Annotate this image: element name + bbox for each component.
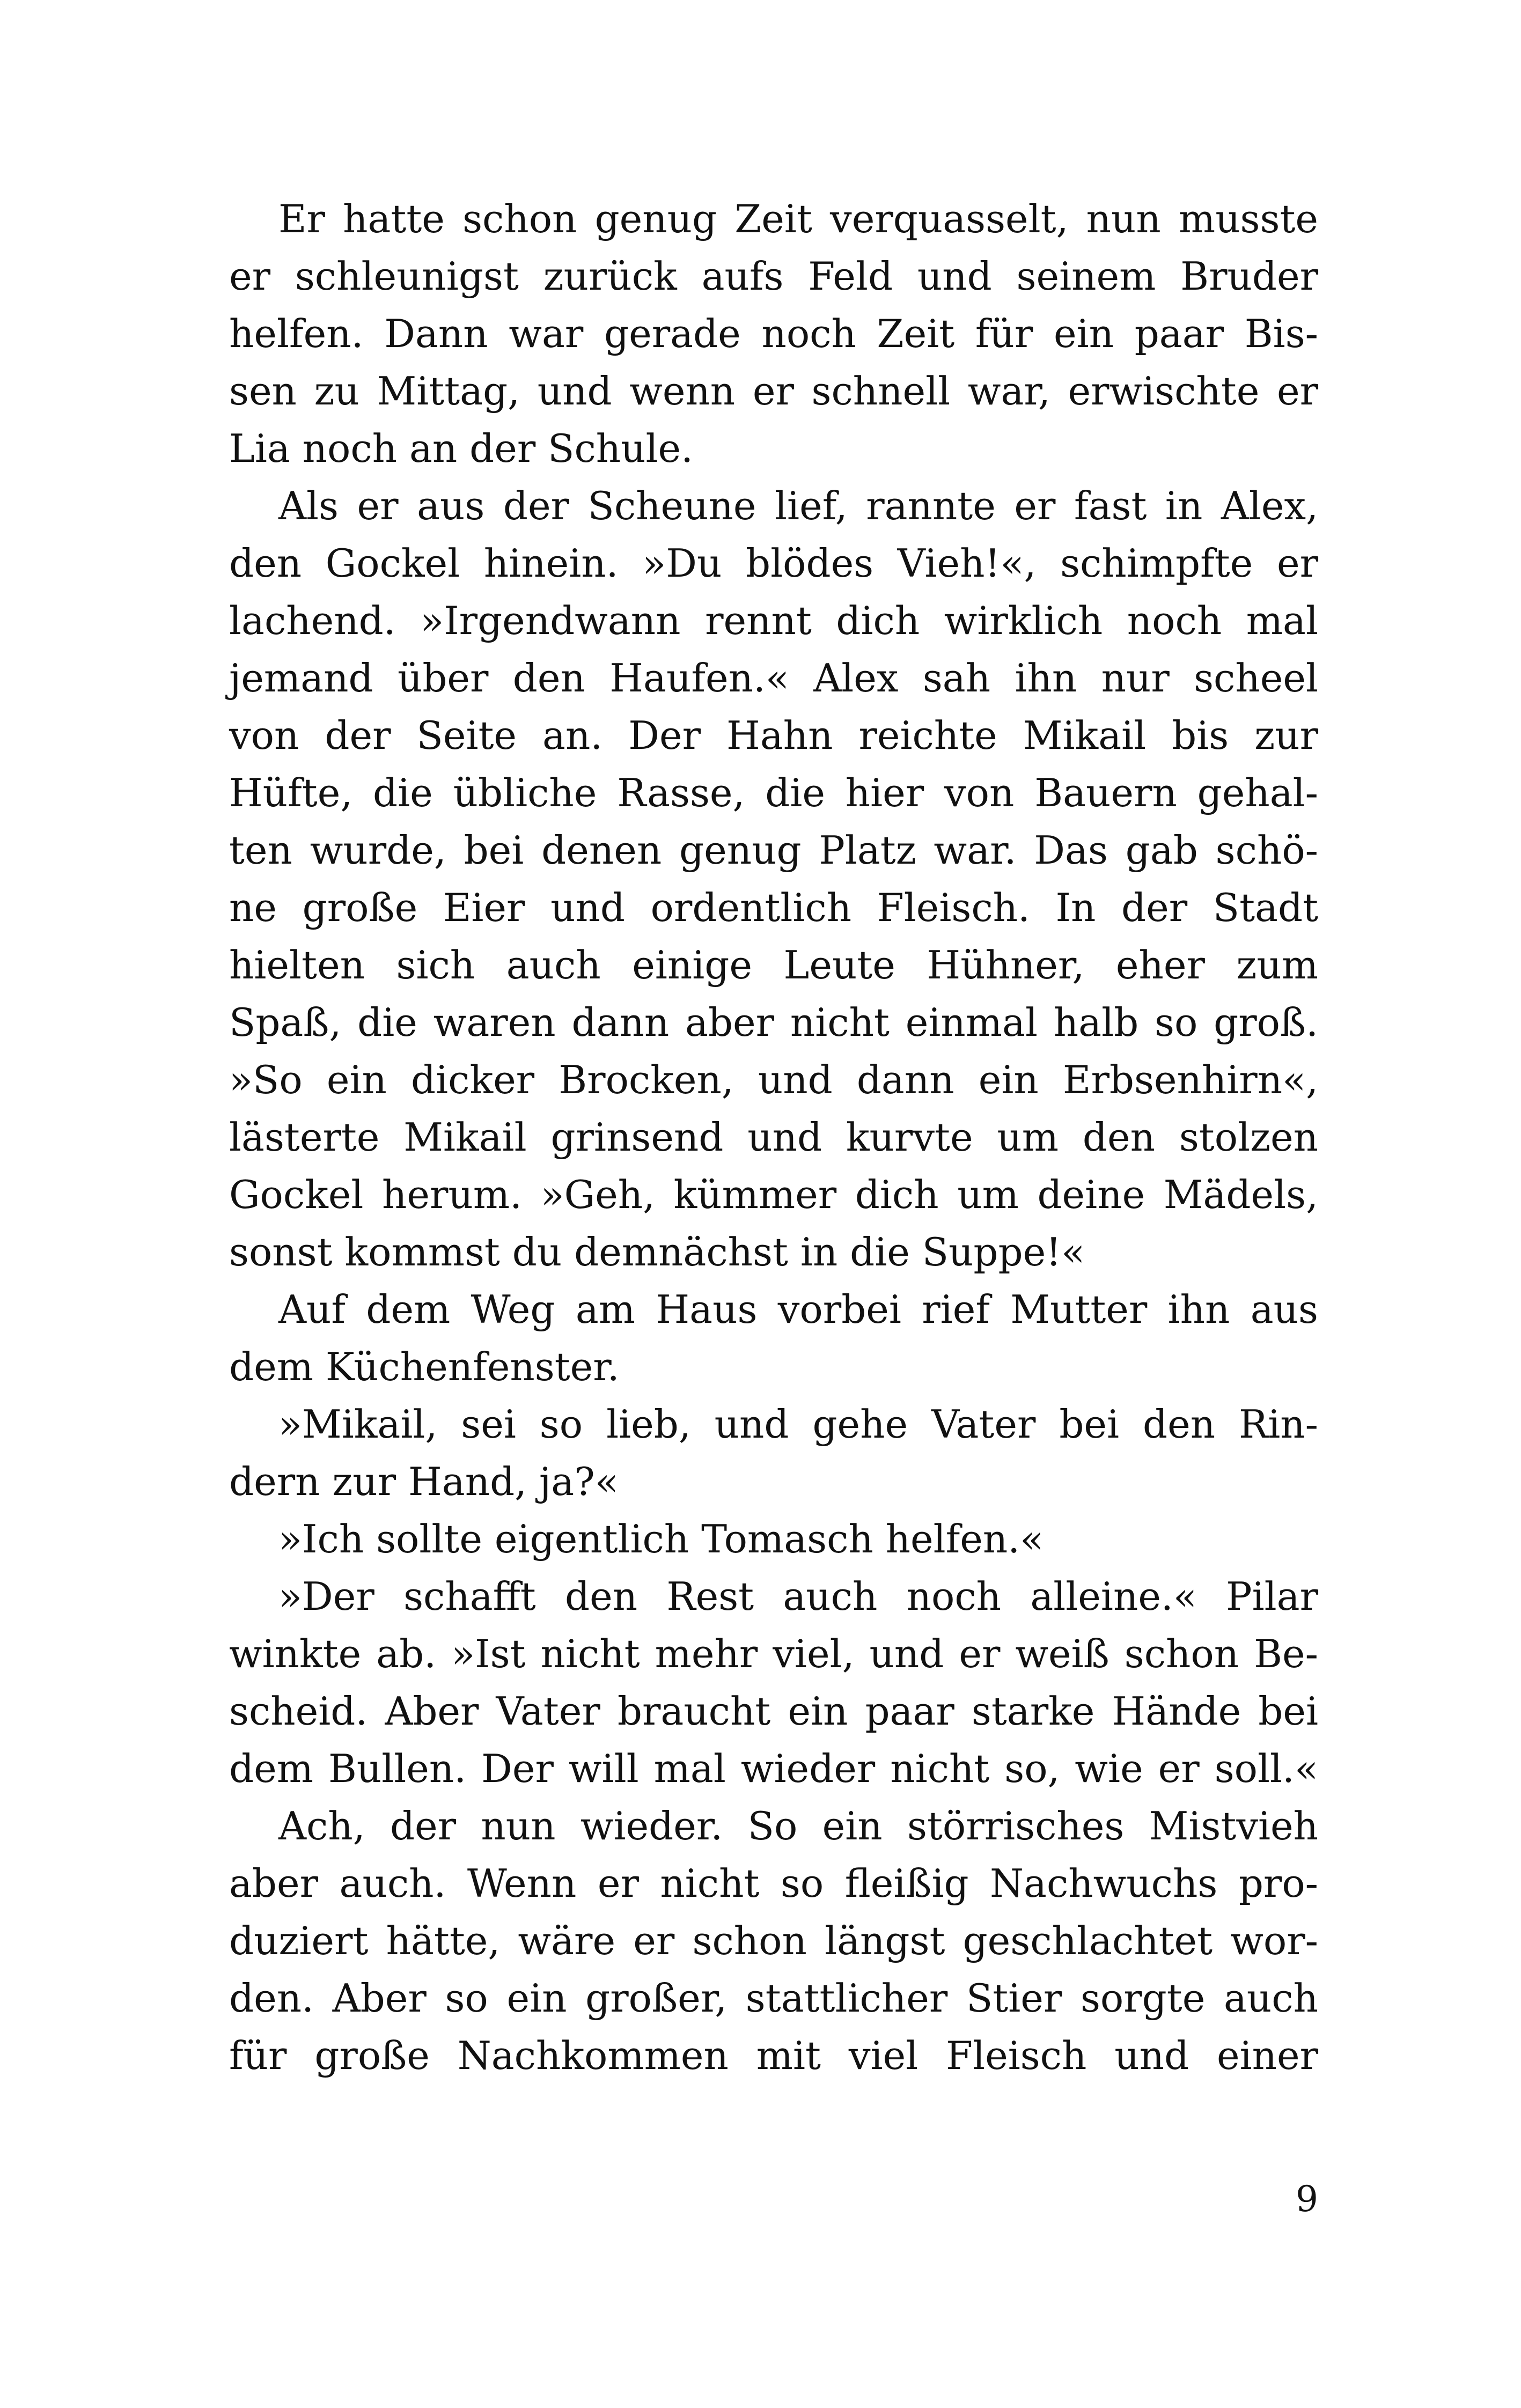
- text-line: dem Küchenfenster.: [229, 1344, 620, 1389]
- text-line: sen zu Mittag, und wenn er schnell war, erwischte er: [229, 369, 1318, 414]
- text-line: aber auch. Wenn er nicht so fleißig Nachwuchs pro-: [229, 1861, 1318, 1906]
- text-line: »So ein dicker Brocken, und dann ein Erbsenhirn«,: [229, 1057, 1318, 1102]
- text-line: für große Nachkommen mit viel Fleisch und einer: [229, 2033, 1318, 2078]
- text-line: Auf dem Weg am Haus vorbei rief Mutter ihn aus: [278, 1287, 1318, 1332]
- text-line: »Der schafft den Rest auch noch alleine.« Pilar: [278, 1574, 1318, 1619]
- text-line: Spaß, die waren dann aber nicht einmal halb so groß.: [229, 1000, 1318, 1045]
- text-line: lachend. »Irgendwann rennt dich wirklich noch mal: [229, 598, 1318, 643]
- text-line: dern zur Hand, ja?«: [229, 1459, 619, 1504]
- text-line: er schleunigst zurück aufs Feld und seinem Bruder: [229, 254, 1318, 299]
- text-line: Als er aus der Scheune lief, rannte er fast in Alex,: [278, 483, 1318, 528]
- text-line: sonst kommst du demnächst in die Suppe!«: [229, 1229, 1085, 1275]
- text-line: ne große Eier und ordentlich Fleisch. In der Stadt: [229, 885, 1318, 930]
- text-line: duziert hätte, wäre er schon längst geschlachtet wor-: [229, 1918, 1318, 1963]
- text-line: Hüfte, die übliche Rasse, die hier von Bauern gehal-: [229, 770, 1318, 815]
- text-line: den. Aber so ein großer, stattlicher Stier sorgte auch: [229, 1976, 1318, 2021]
- text-line: »Mikail, sei so lieb, und gehe Vater bei den Rin-: [278, 1402, 1318, 1447]
- text-line: ten wurde, bei denen genug Platz war. Das gab schö-: [229, 828, 1318, 873]
- text-line: von der Seite an. Der Hahn reichte Mikail bis zur: [229, 713, 1318, 758]
- text-line: hielten sich auch einige Leute Hühner, eher zum: [229, 942, 1318, 988]
- text-line: helfen. Dann war gerade noch Zeit für ein paar Bis-: [229, 311, 1318, 356]
- text-line: dem Bullen. Der will mal wieder nicht so, wie er soll.«: [229, 1746, 1318, 1791]
- text-line: lästerte Mikail grinsend und kurvte um den stolzen: [229, 1115, 1318, 1160]
- text-line: Ach, der nun wieder. So ein störrisches Mistvieh: [278, 1803, 1318, 1849]
- page-number: 9: [1296, 2178, 1318, 2220]
- text-line: Lia noch an der Schule.: [229, 426, 694, 471]
- text-line: jemand über den Haufen.« Alex sah ihn nur scheel: [229, 656, 1318, 701]
- text-line: den Gockel hinein. »Du blödes Vieh!«, schimpfte er: [229, 541, 1318, 586]
- text-line: winkte ab. »Ist nicht mehr viel, und er weiß schon Be-: [229, 1631, 1318, 1676]
- text-line: »Ich sollte eigentlich Tomasch helfen.«: [278, 1516, 1044, 1562]
- text-line: scheid. Aber Vater braucht ein paar starke Hände bei: [229, 1689, 1318, 1734]
- text-line: Er hatte schon genug Zeit verquasselt, nun musste: [278, 196, 1318, 241]
- text-line: Gockel herum. »Geh, kümmer dich um deine Mädels,: [229, 1172, 1318, 1217]
